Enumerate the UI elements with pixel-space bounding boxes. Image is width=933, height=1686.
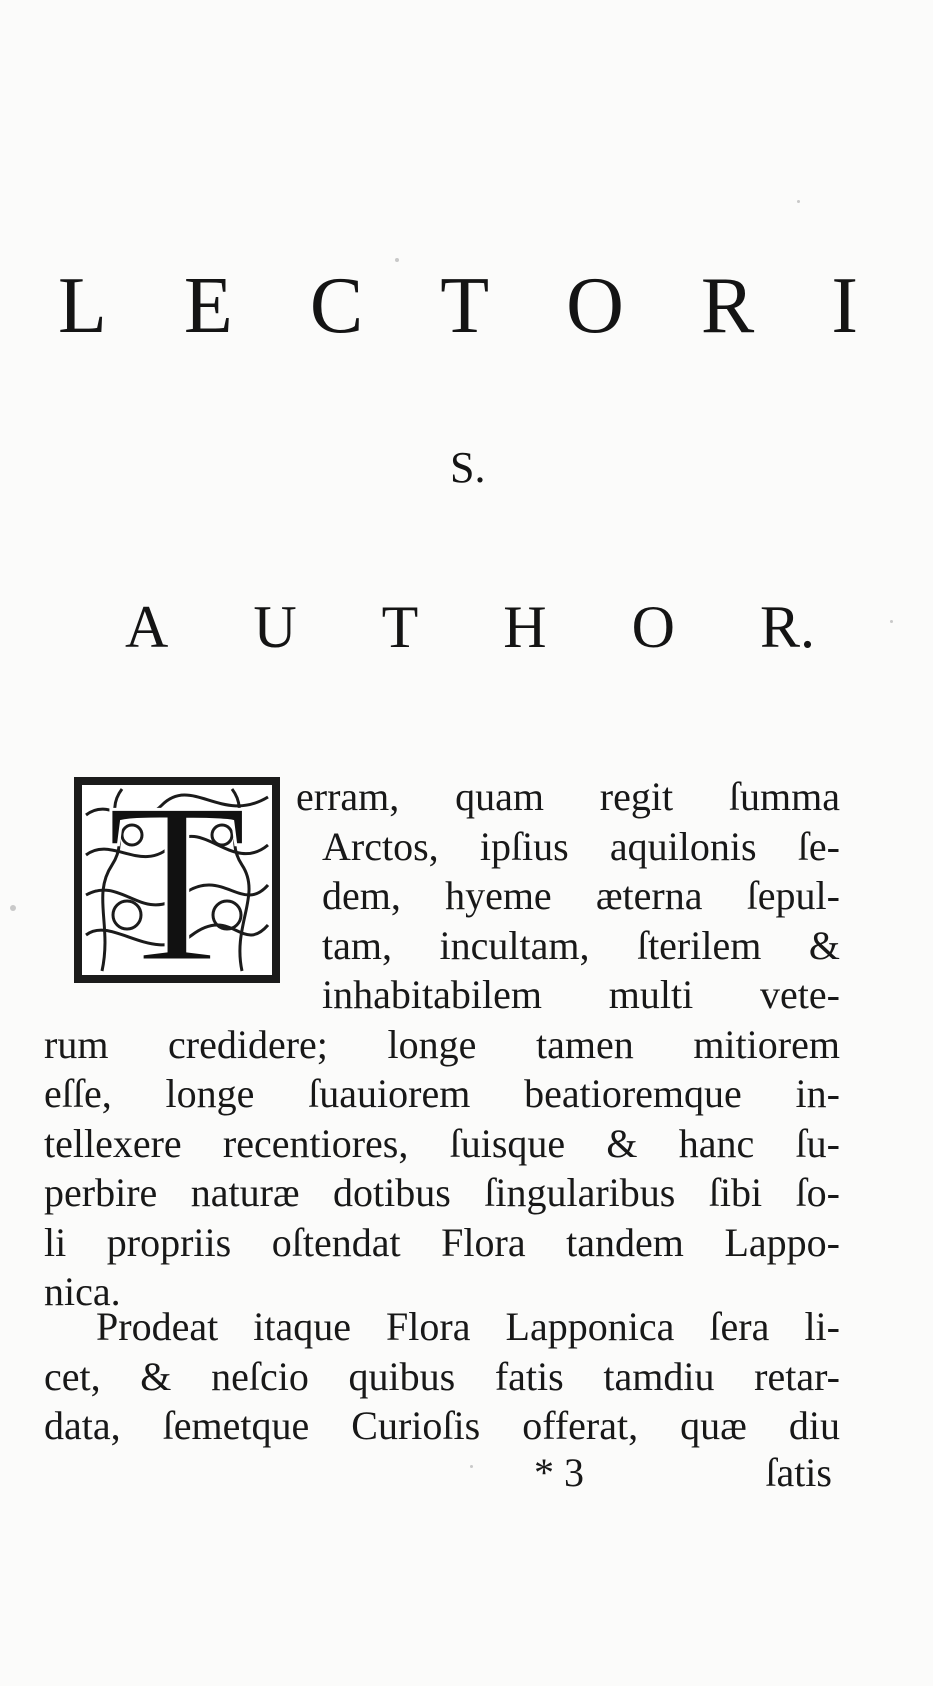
- catchword: ſatis: [765, 1450, 832, 1495]
- word: ſe-: [797, 823, 840, 869]
- word: oſtendat: [271, 1219, 401, 1265]
- word: perbire: [44, 1170, 158, 1215]
- heading-letter: R.: [759, 594, 815, 660]
- page-footer: [44, 1448, 840, 1498]
- heading-letter: L: [58, 262, 107, 350]
- word: naturæ: [190, 1170, 300, 1215]
- word: &: [140, 1353, 172, 1399]
- word: eſſe,: [44, 1071, 112, 1116]
- heading-letter: I: [831, 262, 858, 350]
- word: tam,: [322, 922, 392, 968]
- paragraph-1: [44, 772, 840, 1317]
- word: aquilonis: [609, 823, 757, 869]
- heading-letter: H: [503, 594, 547, 660]
- word: ſibi: [708, 1170, 763, 1215]
- word: rum: [44, 1021, 109, 1067]
- word: &: [606, 1120, 638, 1166]
- word: quæ: [680, 1403, 747, 1448]
- word: ſemetque: [162, 1403, 310, 1448]
- word: recentiores,: [222, 1120, 409, 1166]
- heading-letter: A: [125, 594, 169, 660]
- word: dotibus: [333, 1170, 451, 1215]
- word: nica.: [44, 1269, 121, 1314]
- heading-author: [125, 594, 815, 660]
- word: tellexere: [44, 1120, 182, 1166]
- text-line: [44, 1352, 840, 1402]
- word: Arctos,: [322, 823, 439, 869]
- word: erram,: [296, 774, 400, 819]
- heading-salutation: S.: [450, 443, 486, 492]
- word: fatis: [494, 1353, 564, 1399]
- word: ipſius: [479, 823, 569, 869]
- heading-letter: T: [381, 594, 419, 660]
- word: incultam,: [439, 922, 590, 968]
- word: diu: [788, 1403, 840, 1448]
- word: ſuisque: [449, 1120, 566, 1166]
- word: longe: [165, 1071, 255, 1116]
- text-line: [44, 1069, 840, 1119]
- word: æterna: [595, 873, 703, 918]
- word: ſera: [709, 1304, 770, 1349]
- word: ſterilem: [636, 922, 762, 968]
- heading-letter: R: [700, 262, 755, 350]
- word: ſu-: [795, 1120, 840, 1166]
- text-line: [96, 1302, 840, 1352]
- word: tandem: [566, 1219, 684, 1265]
- word: hyeme: [445, 873, 552, 918]
- word: propriis: [106, 1219, 232, 1265]
- paragraph-2: [44, 1302, 840, 1451]
- word: &: [808, 922, 840, 968]
- heading-letter: U: [253, 594, 297, 660]
- word: inhabitabilem: [322, 972, 542, 1017]
- heading-letter: E: [183, 262, 233, 350]
- word: Curioſis: [351, 1403, 481, 1448]
- word: ſumma: [728, 774, 840, 819]
- word: ſo-: [795, 1170, 840, 1215]
- word: cet,: [44, 1353, 101, 1399]
- text-line: [322, 871, 840, 921]
- word: Flora: [386, 1304, 471, 1349]
- text-line: [322, 970, 840, 1020]
- heading-letter: C: [309, 262, 364, 350]
- word: Flora: [441, 1219, 526, 1265]
- heading-lectori: [58, 262, 858, 350]
- word: offerat,: [522, 1403, 639, 1448]
- word: mitiorem: [693, 1021, 840, 1067]
- text-line: [44, 1020, 840, 1070]
- text-line: [322, 822, 840, 872]
- word: longe: [387, 1021, 477, 1067]
- text-line: [44, 1401, 840, 1451]
- paper-speck: [10, 905, 16, 911]
- text-line: [322, 921, 840, 971]
- text-line: [44, 1119, 840, 1169]
- word: credidere;: [168, 1021, 328, 1067]
- word: Lapponica: [505, 1304, 675, 1349]
- word: dem,: [322, 873, 401, 918]
- heading-letter: O: [631, 594, 675, 660]
- word: quibus: [348, 1353, 456, 1399]
- signature-mark: * 3: [534, 1450, 584, 1495]
- word: li-: [804, 1304, 840, 1349]
- text-line: [296, 772, 840, 822]
- paper-speck: [470, 1465, 473, 1468]
- initial-letter: T: [106, 775, 248, 985]
- word: in-: [795, 1071, 840, 1116]
- word: neſcio: [211, 1353, 309, 1399]
- word: itaque: [253, 1304, 351, 1349]
- paper-speck: [890, 620, 893, 623]
- paper-speck: [395, 258, 399, 262]
- word: Prodeat: [96, 1304, 219, 1349]
- word: tamen: [535, 1021, 634, 1067]
- word: beatioremque: [524, 1071, 742, 1116]
- text-line: [44, 1218, 840, 1268]
- word: li: [44, 1219, 67, 1265]
- heading-letter: T: [440, 262, 490, 350]
- word: tamdiu: [603, 1353, 715, 1399]
- word: retar-: [754, 1353, 840, 1399]
- word: data,: [44, 1403, 121, 1448]
- word: vete-: [760, 972, 840, 1017]
- paper-speck: [797, 200, 800, 203]
- word: ſingularibus: [484, 1170, 676, 1215]
- heading-letter: O: [566, 262, 624, 350]
- text-line: [44, 1168, 840, 1218]
- word: hanc: [678, 1120, 755, 1166]
- word: ſuauiorem: [308, 1071, 471, 1116]
- word: regit: [599, 774, 674, 819]
- word: Lappo-: [724, 1219, 840, 1265]
- word: ſepul-: [746, 873, 840, 918]
- word: quam: [455, 774, 544, 819]
- word: multi: [608, 972, 694, 1017]
